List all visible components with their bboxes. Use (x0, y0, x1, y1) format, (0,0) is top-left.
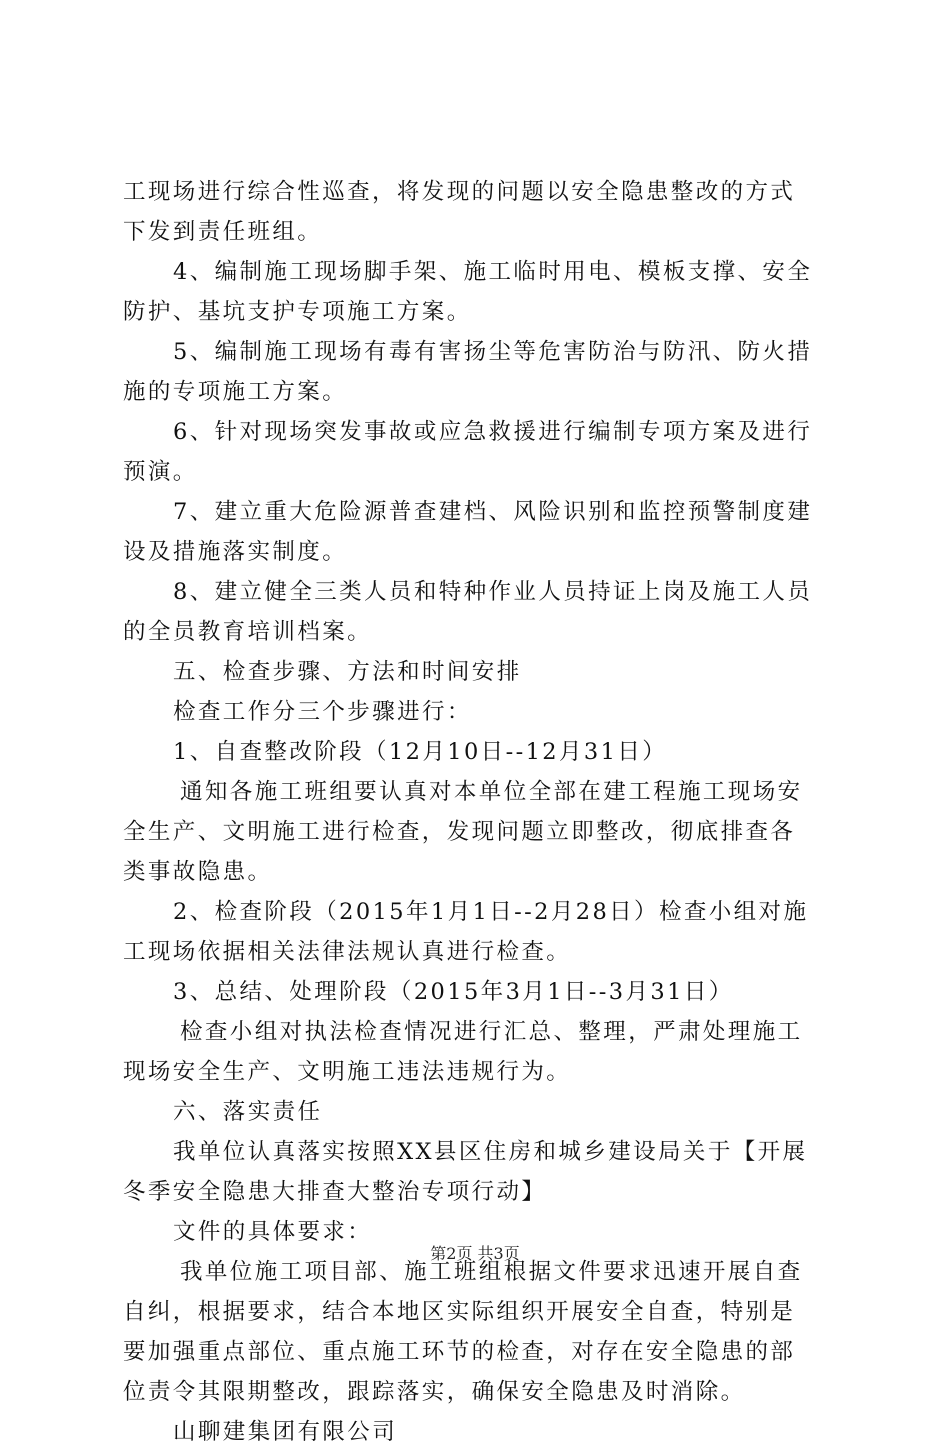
signature-line: 山聊建集团有限公司 (173, 1419, 398, 1445)
body-line: 下发到责任班组。 (123, 219, 323, 245)
body-line: 的全员教育培训档案。 (123, 619, 373, 645)
body-line: 工现场依据相关法律法规认真进行检查。 (123, 939, 572, 965)
body-line: 自纠，根据要求，结合本地区实际组织开展安全自查，特别是 (123, 1299, 796, 1325)
body-line: 检查小组对执法检查情况进行汇总、整理，严肃处理施工 (180, 1019, 803, 1045)
body-line: 4、编制施工现场脚手架、施工临时用电、模板支撑、安全 (173, 259, 813, 285)
section-heading: 六、落实责任 (173, 1099, 323, 1125)
page-number-footer: 第2页 共3页 (430, 1244, 520, 1263)
body-line: 5、编制施工现场有毒有害扬尘等危害防治与防汛、防火措 (173, 339, 813, 365)
body-line: 类事故隐患。 (123, 859, 273, 885)
body-line: 6、针对现场突发事故或应急救援进行编制专项方案及进行 (173, 419, 813, 445)
body-line: 预演。 (123, 459, 198, 485)
body-line: 文件的具体要求： (173, 1219, 373, 1245)
body-line: 通知各施工班组要认真对本单位全部在建工程施工现场安 (180, 779, 803, 805)
body-line: 7、建立重大危险源普查建档、风险识别和监控预警制度建 (173, 499, 813, 525)
body-line: 施的专项施工方案。 (123, 379, 348, 405)
body-line: 位责令其限期整改，跟踪落实，确保安全隐患及时消除。 (123, 1379, 746, 1405)
body-line: 冬季安全隐患大排查大整治专项行动】 (123, 1179, 547, 1205)
body-line: 3、总结、处理阶段（2015年3月1日--3月31日） (173, 979, 734, 1005)
body-line: 全生产、文明施工进行检查，发现问题立即整改，彻底排查各 (123, 819, 796, 845)
body-line: 检查工作分三个步骤进行： (173, 699, 472, 725)
body-line: 1、自查整改阶段（12月10日--12月31日） (173, 739, 668, 765)
body-line: 2、检查阶段（2015年1月1日--2月28日）检查小组对施 (173, 899, 809, 925)
body-line: 现场安全生产、文明施工违法违规行为。 (123, 1059, 572, 1085)
body-line: 防护、基坑支护专项施工方案。 (123, 299, 472, 325)
body-line: 要加强重点部位、重点施工环节的检查，对存在安全隐患的部 (123, 1339, 796, 1365)
body-line: 我单位施工项目部、施工班组根据文件要求迅速开展自查 (180, 1259, 803, 1285)
body-line: 工现场进行综合性巡查，将发现的问题以安全隐患整改的方式 (123, 179, 796, 205)
section-heading: 五、检查步骤、方法和时间安排 (173, 659, 522, 685)
body-line: 设及措施落实制度。 (123, 539, 348, 565)
body-line: 我单位认真落实按照XX县区住房和城乡建设局关于【开展 (173, 1139, 808, 1165)
body-line: 8、建立健全三类人员和特种作业人员持证上岗及施工人员 (173, 579, 813, 605)
